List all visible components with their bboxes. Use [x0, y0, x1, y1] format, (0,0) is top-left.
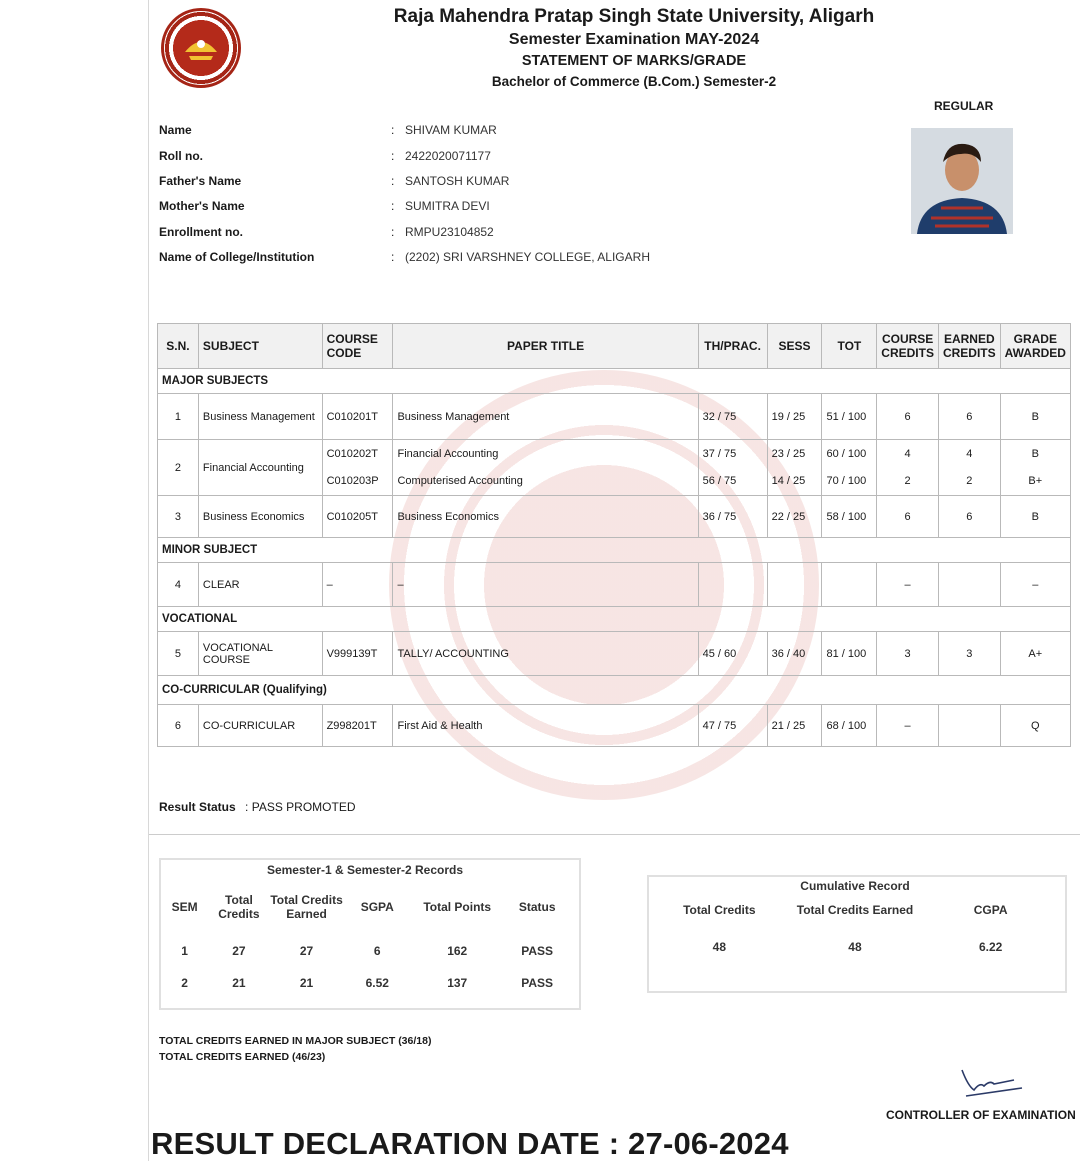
info-value: SHIVAM KUMAR	[405, 123, 497, 137]
result-status	[159, 800, 356, 814]
cell-code: C010205T	[322, 496, 393, 538]
section-row	[158, 676, 1071, 705]
cell-sn: 6	[158, 705, 199, 747]
cell-code: V999139T	[322, 632, 393, 676]
university-name: Raja Mahendra Pratap Singh State University, Aligarh	[393, 6, 875, 27]
info-colon: :	[391, 123, 395, 137]
col-grade: GRADE AWARDED	[1000, 324, 1070, 369]
col-course-credits: COURSE CREDITS	[877, 324, 939, 369]
result-status-value: PASS PROMOTED	[251, 800, 356, 814]
cell-title: Business Economics	[393, 496, 698, 538]
table-row	[158, 496, 1071, 538]
info-label: Father's Name	[159, 174, 242, 188]
cell-code: C010203P	[322, 468, 393, 496]
cell-earned-credits	[938, 705, 1000, 747]
section-row	[158, 538, 1071, 563]
cell-course-credits: 6	[877, 496, 939, 538]
sem-header: SGPA	[360, 900, 394, 914]
cell-sess: 22 / 25	[767, 496, 822, 538]
info-label: Name of College/Institution	[159, 250, 315, 264]
table-row	[161, 935, 571, 967]
info-value: RMPU23104852	[405, 225, 494, 239]
controller-label: CONTROLLER OF EXAMINATION	[886, 1108, 1076, 1122]
cell-sess: 21 / 25	[767, 705, 822, 747]
table-row	[158, 705, 1071, 747]
table-row	[158, 394, 1071, 440]
cum-header: Total Credits Earned	[796, 903, 914, 917]
info-colon: :	[391, 250, 395, 264]
total-major-credits: TOTAL CREDITS EARNED IN MAJOR SUBJECT (36/18)	[159, 1035, 432, 1047]
section-cocurricular: CO-CURRICULAR (Qualifying)	[158, 676, 1071, 705]
cell-th: 32 / 75	[698, 394, 767, 440]
semester-records-table	[161, 879, 571, 999]
info-label: Enrollment no.	[159, 225, 243, 239]
cell-th	[698, 563, 767, 607]
cell-title: First Aid & Health	[393, 705, 698, 747]
cell-sn: 3	[158, 496, 199, 538]
cell-tot: 51 / 100	[822, 394, 877, 440]
marksheet-page	[148, 0, 1080, 1161]
info-label: Roll no.	[159, 149, 203, 163]
sem-cell: PASS	[521, 976, 554, 990]
cell-th: 56 / 75	[698, 468, 767, 496]
result-status-sep: :	[245, 800, 249, 814]
student-photo	[911, 128, 1013, 234]
marks-header-row	[158, 324, 1071, 369]
cell-grade: B+	[1000, 468, 1070, 496]
cell-code: Z998201T	[322, 705, 393, 747]
cell-title: TALLY/ ACCOUNTING	[393, 632, 698, 676]
cum-header: CGPA	[973, 903, 1008, 917]
cell-sess: 23 / 25	[767, 440, 822, 468]
sem-cell: 6	[373, 944, 381, 958]
sem-header: Total Credits	[218, 893, 260, 921]
result-status-label: Result Status	[159, 800, 236, 814]
cell-grade: A+	[1000, 632, 1070, 676]
exam-type-label: REGULAR	[934, 99, 994, 113]
cell-title: Business Management	[393, 394, 698, 440]
section-row	[158, 369, 1071, 394]
cumulative-title-row	[649, 879, 1061, 893]
col-sn: S.N.	[158, 324, 199, 369]
cell-title: Financial Accounting	[393, 440, 698, 468]
sem-header: Total Credits Earned	[270, 893, 343, 921]
section-row	[158, 607, 1071, 632]
sem-header: Status	[518, 900, 556, 914]
cell-tot: 81 / 100	[822, 632, 877, 676]
info-value: SUMITRA DEVI	[405, 199, 490, 213]
cell-sn: 1	[158, 394, 199, 440]
signature-icon	[954, 1066, 1024, 1102]
sem-cell: 27	[232, 944, 246, 958]
semester-header-row	[161, 879, 571, 935]
sem-cell: PASS	[521, 944, 554, 958]
cell-th: 36 / 75	[698, 496, 767, 538]
info-colon: :	[391, 225, 395, 239]
cell-code: C010201T	[322, 394, 393, 440]
cell-tot	[822, 563, 877, 607]
divider	[149, 834, 1080, 835]
program-title: Bachelor of Commerce (B.Com.) Semester-2	[491, 74, 777, 89]
total-credits: TOTAL CREDITS EARNED (46/23)	[159, 1051, 326, 1063]
sem-cell: 162	[447, 944, 468, 958]
cell-subject: CLEAR	[198, 563, 322, 607]
cell-subject: Business Management	[198, 394, 322, 440]
cell-sess: 36 / 40	[767, 632, 822, 676]
result-declaration-date: RESULT DECLARATION DATE : 27-06-2024	[151, 1126, 789, 1161]
cell-grade: –	[1000, 563, 1070, 607]
table-row	[158, 632, 1071, 676]
sem-cell: 137	[447, 976, 468, 990]
sem-cell: 21	[232, 976, 246, 990]
sem-cell: 1	[181, 944, 188, 958]
cell-code: –	[322, 563, 393, 607]
semester-records-title: Semester-1 & Semester-2 Records	[266, 863, 464, 877]
info-colon: :	[391, 149, 395, 163]
cell-earned-credits	[938, 563, 1000, 607]
col-th: TH/PRAC.	[698, 324, 767, 369]
col-title: PAPER TITLE	[393, 324, 698, 369]
cell-sess: 19 / 25	[767, 394, 822, 440]
info-label: Name	[159, 123, 192, 137]
marks-table	[157, 323, 1071, 747]
cumulative-header-row	[649, 893, 1061, 927]
cell-subject: Financial Accounting	[198, 440, 322, 496]
cum-header: Total Credits	[683, 903, 756, 917]
cell-earned-credits: 6	[938, 496, 1000, 538]
col-code: COURSE CODE	[322, 324, 393, 369]
cell-sess: 14 / 25	[767, 468, 822, 496]
cell-code: C010202T	[322, 440, 393, 468]
person-photo-icon	[911, 128, 1013, 234]
sem-header: Total Points	[423, 900, 492, 914]
info-colon: :	[391, 199, 395, 213]
cell-tot: 60 / 100	[822, 440, 877, 468]
seal-emblem-icon	[161, 8, 241, 88]
cell-course-credits: –	[877, 705, 939, 747]
cell-course-credits: 4	[877, 440, 939, 468]
sem-cell: 6.52	[365, 976, 389, 990]
cell-grade: B	[1000, 394, 1070, 440]
section-minor: MINOR SUBJECT	[158, 538, 1071, 563]
cell-course-credits: 3	[877, 632, 939, 676]
section-major: MAJOR SUBJECTS	[158, 369, 1071, 394]
cell-sn: 4	[158, 563, 199, 607]
cum-cell: 48	[848, 940, 862, 954]
cell-tot: 68 / 100	[822, 705, 877, 747]
info-colon: :	[391, 174, 395, 188]
statement-title: STATEMENT OF MARKS/GRADE	[521, 53, 747, 69]
semester-records-box	[159, 858, 581, 1010]
cell-tot: 58 / 100	[822, 496, 877, 538]
sem-header: SEM	[171, 900, 198, 914]
section-vocational: VOCATIONAL	[158, 607, 1071, 632]
cell-sn: 2	[158, 440, 199, 496]
info-value: SANTOSH KUMAR	[405, 174, 510, 188]
col-earned-credits: EARNED CREDITS	[938, 324, 1000, 369]
cell-sess	[767, 563, 822, 607]
cell-th: 45 / 60	[698, 632, 767, 676]
cell-subject: CO-CURRICULAR	[198, 705, 322, 747]
cell-earned-credits: 6	[938, 394, 1000, 440]
cell-grade: Q	[1000, 705, 1070, 747]
sem-cell: 2	[181, 976, 188, 990]
cell-th: 37 / 75	[698, 440, 767, 468]
table-row	[161, 967, 571, 999]
table-row	[158, 563, 1071, 607]
cell-title: Computerised Accounting	[393, 468, 698, 496]
cum-cell: 48	[712, 940, 727, 954]
cell-subject: VOCATIONAL COURSE	[198, 632, 322, 676]
cumulative-title: Cumulative Record	[800, 879, 910, 893]
cell-grade: B	[1000, 440, 1070, 468]
cumulative-record-box	[647, 875, 1067, 993]
cell-earned-credits: 2	[938, 468, 1000, 496]
col-tot: TOT	[822, 324, 877, 369]
info-value: (2202) SRI VARSHNEY COLLEGE, ALIGARH	[405, 250, 650, 264]
cum-cell: 6.22	[978, 940, 1003, 954]
cell-title: –	[393, 563, 698, 607]
cell-earned-credits: 3	[938, 632, 1000, 676]
cell-course-credits: 2	[877, 468, 939, 496]
info-value: 2422020071177	[405, 149, 491, 163]
cell-course-credits: –	[877, 563, 939, 607]
cell-grade: B	[1000, 496, 1070, 538]
university-logo	[161, 8, 241, 88]
cell-course-credits: 6	[877, 394, 939, 440]
cell-sn: 5	[158, 632, 199, 676]
table-row	[158, 440, 1071, 468]
table-row	[649, 927, 1061, 967]
sem-cell: 27	[299, 944, 314, 958]
cell-earned-credits: 4	[938, 440, 1000, 468]
cell-th: 47 / 75	[698, 705, 767, 747]
col-sess: SESS	[767, 324, 822, 369]
cell-tot: 70 / 100	[822, 468, 877, 496]
exam-title: Semester Examination MAY-2024	[508, 31, 760, 48]
cell-subject: Business Economics	[198, 496, 322, 538]
cumulative-table	[649, 879, 1061, 967]
col-subject: SUBJECT	[198, 324, 322, 369]
sem-cell: 21	[299, 976, 314, 990]
info-label: Mother's Name	[159, 199, 245, 213]
